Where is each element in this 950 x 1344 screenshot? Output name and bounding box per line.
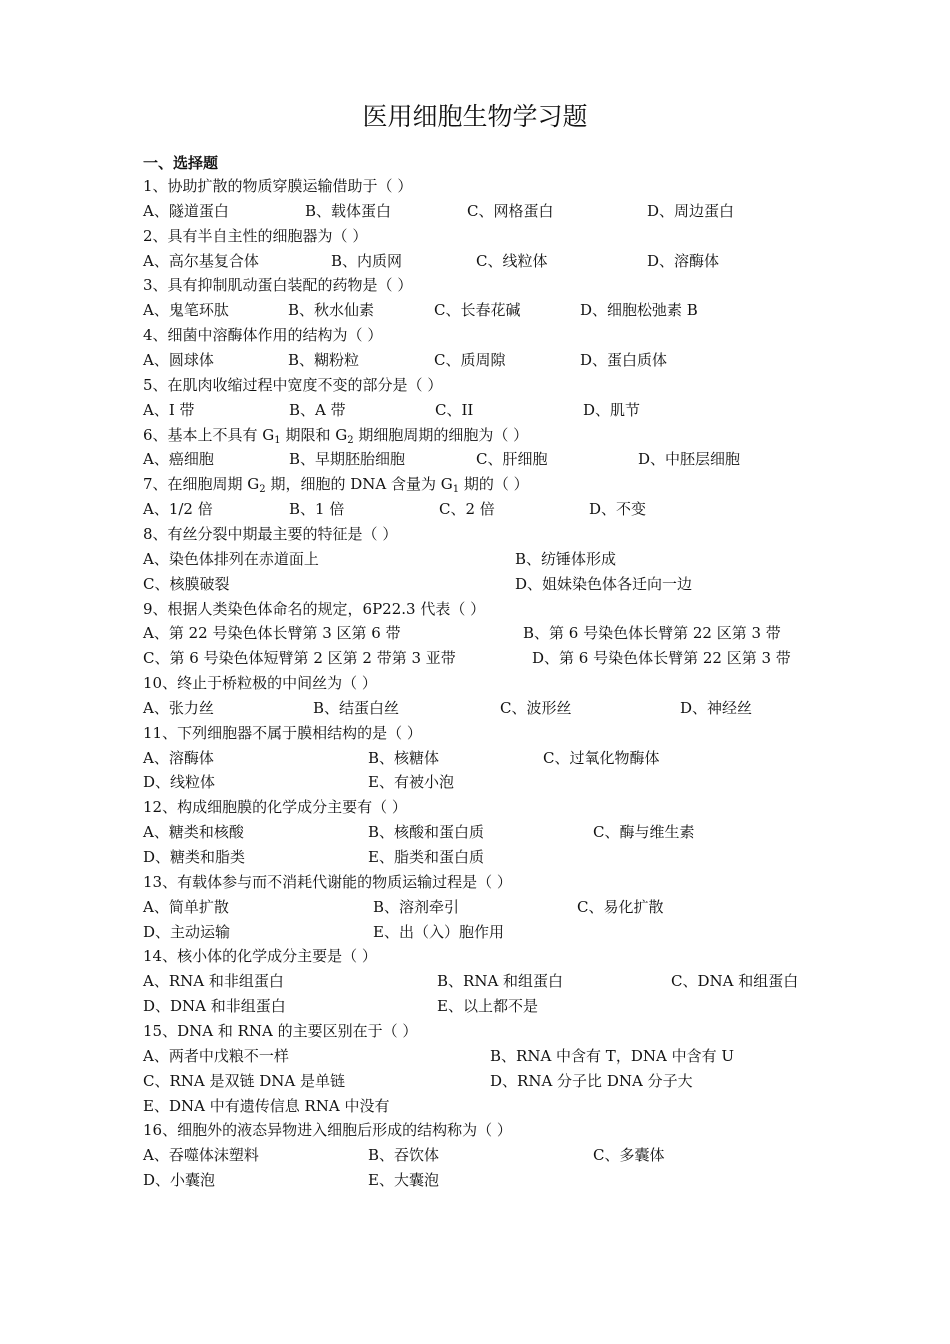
answer-option: B、糊粉粒 xyxy=(288,351,360,369)
answer-option: A、隧道蛋白 xyxy=(143,201,229,220)
question-text: 5、在肌肉收缩过程中宽度不变的部分是（ ） xyxy=(143,375,443,394)
answer-option: D、RNA 分子比 DNA 分子大 xyxy=(490,1071,693,1090)
question-text: 1、协助扩散的物质穿膜运输借助于（ ） xyxy=(143,177,413,195)
answer-option: D、肌节 xyxy=(583,400,641,419)
answer-option: E、以上都不是 xyxy=(437,997,538,1016)
answer-option: D、溶酶体 xyxy=(647,251,720,270)
answer-option: D、糖类和脂类 xyxy=(143,848,246,866)
answer-option: D、蛋白质体 xyxy=(580,351,668,369)
answer-option: A、第 22 号染色体长臂第 3 区第 6 带 xyxy=(143,624,401,643)
answer-option: A、鬼笔环肽 xyxy=(143,301,229,320)
answer-option: C、第 6 号染色体短臂第 2 区第 2 带第 3 亚带 xyxy=(143,649,456,668)
answer-option: E、有被小泡 xyxy=(368,773,454,792)
answer-option: A、染色体排列在赤道面上 xyxy=(143,549,319,568)
answer-option: D、小囊泡 xyxy=(143,1171,216,1189)
answer-option: B、载体蛋白 xyxy=(305,201,392,220)
answer-option: C、波形丝 xyxy=(500,698,572,717)
answer-option: D、神经丝 xyxy=(680,698,753,717)
answer-option: E、脂类和蛋白质 xyxy=(368,848,484,866)
answer-option: C、网格蛋白 xyxy=(467,201,554,220)
answer-option: E、DNA 中有遗传信息 RNA 中没有 xyxy=(143,1096,390,1115)
answer-option: A、张力丝 xyxy=(143,698,214,717)
question-text: 3、具有抑制肌动蛋白装配的药物是（ ） xyxy=(143,276,413,295)
answer-option: D、第 6 号染色体长臂第 22 区第 3 带 xyxy=(532,649,791,668)
answer-option: A、圆球体 xyxy=(143,351,214,369)
answer-option: B、核糖体 xyxy=(368,748,440,767)
answer-option: B、RNA 和组蛋白 xyxy=(437,972,564,991)
answer-option: C、过氧化物酶体 xyxy=(543,748,660,767)
answer-option: B、RNA 中含有 T，DNA 中含有 U xyxy=(490,1046,734,1065)
page-title: 医用细胞生物学习题 xyxy=(362,102,588,131)
answer-option: A、糖类和核酸 xyxy=(143,823,244,842)
answer-option: B、A 带 xyxy=(289,400,346,419)
answer-option: B、1 倍 xyxy=(289,500,345,519)
answer-option: B、吞饮体 xyxy=(368,1146,440,1165)
answer-option: D、细胞松弛素 B xyxy=(580,301,698,320)
answer-option: B、内质网 xyxy=(331,251,403,270)
answer-option: C、2 倍 xyxy=(439,500,495,519)
answer-option: C、RNA 是双链 DNA 是单链 xyxy=(143,1071,346,1090)
answer-option: A、溶酶体 xyxy=(143,748,214,767)
question-text: 14、核小体的化学成分主要是（ ） xyxy=(143,947,377,966)
answer-option: C、多囊体 xyxy=(593,1146,665,1165)
section-heading: 一、选择题 xyxy=(143,154,219,172)
question-text: 6、基本上不具有 $G_1$ 期限和 $G_2$ 期细胞周期的细胞为（ ） xyxy=(143,425,529,446)
question-text: 12、构成细胞膜的化学成分主要有（ ） xyxy=(143,798,407,817)
answer-option: D、DNA 和非组蛋白 xyxy=(143,997,286,1016)
answer-option: D、中胚层细胞 xyxy=(638,450,741,469)
answer-option: C、肝细胞 xyxy=(476,450,548,469)
answer-option: D、线粒体 xyxy=(143,773,216,792)
answer-option: B、早期胚胎细胞 xyxy=(289,450,406,469)
answer-option: C、质周隙 xyxy=(434,351,506,369)
question-text: 9、根据人类染色体命名的规定，6P22.3 代表（ ） xyxy=(143,599,486,618)
answer-option: A、吞噬体沫塑料 xyxy=(143,1146,259,1165)
question-text: 7、在细胞周期 $G_2$ 期，细胞的 DNA 含量为 $G_1$ 期的（ ） xyxy=(143,475,529,496)
answer-option: B、溶剂牵引 xyxy=(373,897,460,916)
question-text: 16、细胞外的液态异物进入细胞后形成的结构称为（ ） xyxy=(143,1121,512,1140)
answer-option: C、II xyxy=(435,400,474,419)
answer-option: C、线粒体 xyxy=(476,251,548,270)
question-text: 13、有载体参与而不消耗代谢能的物质运输过程是（ ） xyxy=(143,872,512,891)
answer-option: C、DNA 和组蛋白 xyxy=(671,972,799,991)
question-text: 15、DNA 和 RNA 的主要区别在于（ ） xyxy=(143,1021,418,1040)
answer-option: B、第 6 号染色体长臂第 22 区第 3 带 xyxy=(523,624,781,643)
answer-option: A、简单扩散 xyxy=(143,897,229,916)
question-text: 11、下列细胞器不属于膜相结构的是（ ） xyxy=(143,723,422,742)
answer-option: D、姐妹染色体各迁向一边 xyxy=(515,574,693,593)
answer-option: D、主动运输 xyxy=(143,922,231,941)
answer-option: E、出（入）胞作用 xyxy=(373,922,504,941)
answer-option: D、不变 xyxy=(589,500,647,519)
answer-option: B、结蛋白丝 xyxy=(313,698,400,717)
question-text: 10、终止于桥粒极的中间丝为（ ） xyxy=(143,674,377,692)
answer-option: B、纺锤体形成 xyxy=(515,549,617,568)
question-text: 2、具有半自主性的细胞器为（ ） xyxy=(143,226,368,245)
answer-option: C、易化扩散 xyxy=(577,897,664,916)
answer-option: D、周边蛋白 xyxy=(647,201,735,220)
answer-option: A、RNA 和非组蛋白 xyxy=(143,972,284,991)
answer-option: C、核膜破裂 xyxy=(143,574,230,593)
question-text: 8、有丝分裂中期最主要的特征是（ ） xyxy=(143,524,398,543)
answer-option: A、1/2 倍 xyxy=(143,500,213,519)
answer-option: B、核酸和蛋白质 xyxy=(368,823,485,842)
answer-option: B、秋水仙素 xyxy=(288,301,375,320)
question-text: 4、细菌中溶酶体作用的结构为（ ） xyxy=(143,326,383,345)
answer-option: C、酶与维生素 xyxy=(593,823,695,842)
answer-option: A、I 带 xyxy=(143,400,195,419)
answer-option: C、长春花碱 xyxy=(434,301,521,320)
answer-option: A、两者中戊粮不一样 xyxy=(143,1046,289,1065)
answer-option: A、高尔基复合体 xyxy=(143,251,259,270)
answer-option: E、大囊泡 xyxy=(368,1171,439,1189)
answer-option: A、癌细胞 xyxy=(143,450,214,469)
